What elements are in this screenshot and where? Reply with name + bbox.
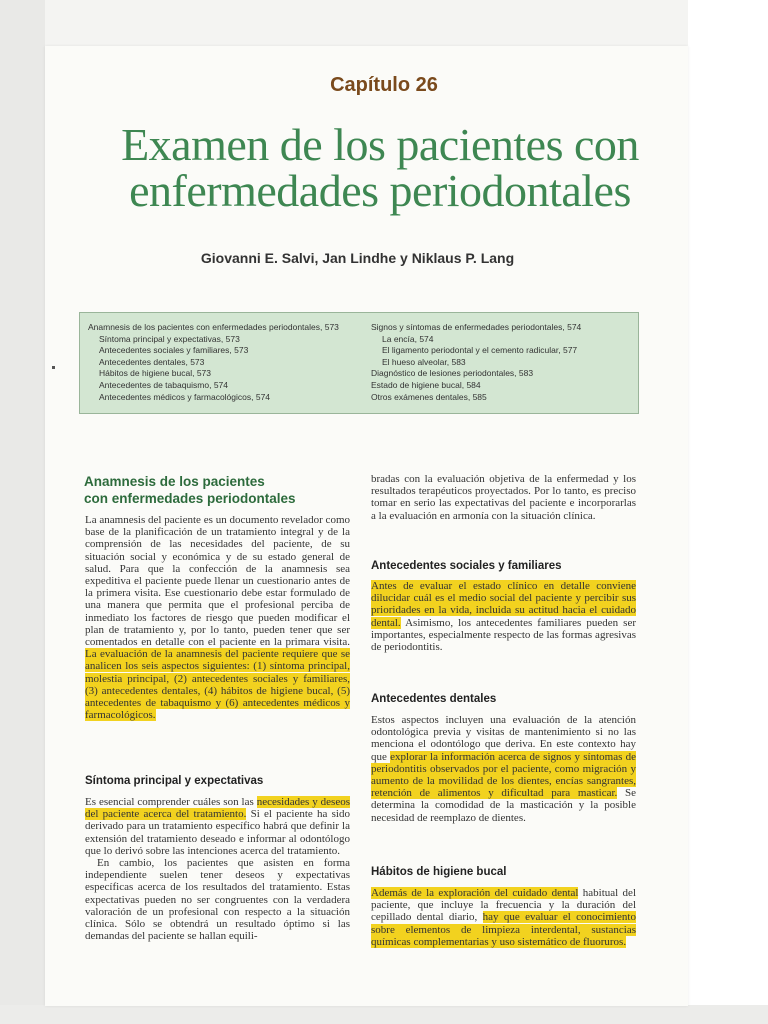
paragraph-text: Estos aspectos incluyen una evaluación de la atención odontológica previa y visitas de mantenimiento si no las menciona el odontólogo que deriva. En este contexto hay que [371,714,636,763]
background-bottom [0,1005,768,1024]
background-right [688,0,768,1024]
highlighted-text: necesidades y deseos del paciente acerca del tratamiento. [85,796,350,821]
highlighted-text: hay que evaluar el conocimiento sobre elementos de limpieza interdental, sustancias químicas complementarias y uso sistemático de fluoruros. [371,911,636,948]
subsection-title-sintoma: Síntoma principal y expectativas [85,775,264,787]
toc-item[interactable]: Estado de higiene bucal, 584 [371,379,481,390]
toc-item[interactable]: Signos y síntomas de enfermedades periodontales, 574 [371,322,582,332]
paragraph-text: En cambio, los pacientes que asisten en forma independiente suelen tener deseos y expectativas específicas acerca de los resultados del tratamiento. Estas expectativas pueden no ser congruentes con la verdadera valoración de un profesional con respecto a la situación clínica. Sólo se obtendrá un resultado óptimo si las demandas del paciente se hallan equili- [85,857,350,943]
toc-item[interactable]: El ligamento periodontal y el cemento radicular, 577 [382,345,578,356]
toc-item[interactable]: Antecedentes de tabaquismo, 574 [99,379,229,390]
toc-item[interactable]: La encía, 574 [382,333,434,344]
toc-column-left [88,322,339,403]
paragraph-anamnesis [85,514,350,721]
paragraph-text: bradas con la evaluación objetiva de la enfermedad y los resultados terapéuticos proyectados. Por lo tanto, es preciso tomar en serio las expectativas del paciente e incorporarlas a la evaluación en armonía con la situación clínica. [371,473,636,522]
paragraph-text: Si el paciente ha sido derivado para un tratamiento específico habrá que definir la extensión del tratamiento deseado e informar al odontólogo que lo derivó sobre las intenciones acerca del tratamiento. [85,808,350,857]
authors: Giovanni E. Salvi, Jan Lindhe y Niklaus P. Lang [200,250,515,266]
toc-item[interactable]: Síntoma principal y expectativas, 573 [99,333,240,344]
paragraph-continued [371,473,636,522]
toc-item[interactable]: Diagnóstico de lesiones periodontales, 583 [371,368,534,379]
paragraph-sintoma [85,796,350,942]
toc-item[interactable]: Hábitos de higiene bucal, 573 [99,368,211,379]
highlighted-text: La evaluación de la anamnesis del paciente requiere que se analicen los seis aspectos siguientes: (1) síntoma principal, molestia principal, (2) antecedentes sociales y familiares, (3) antecedentes dentales, (4) hábitos de higiene bucal, (5) antecedentes de tabaquismo y (6) antecedentes médicos y farmacológicos. [85,648,350,722]
section-title-anamnesis [84,473,364,507]
toc-item[interactable]: Antecedentes sociales y familiares, 573 [99,345,249,356]
table-of-contents [79,312,639,414]
margin-mark [52,366,55,369]
paragraph-text: habitual del paciente, que incluye la frecuencia y la duración del cepillado dental diario, [371,887,636,924]
paragraph-text: Se determina la comodidad de la masticación y la posible necesidad de reemplazo de dientes. [371,787,637,824]
toc-item[interactable]: El hueso alveolar, 583 [382,356,466,367]
title-line-1: Examen de los pacientes con [121,119,639,170]
highlighted-text: Antes de evaluar el estado clínico en detalle conviene dilucidar cuál es el medio social del paciente y percibir sus prioridades en la vida, incluida su actitud hacia el cuidado dental. [371,580,636,629]
paragraph-text: Asimismo, los antecedentes familiares pueden ser importantes, especialmente respecto de las formas agresivas de periodontitis. [371,616,636,654]
highlighted-text: Además de la exploración del cuidado dental [371,887,579,899]
paragraph-dentales [371,714,636,824]
subsection-title-dentales: Antecedentes dentales [371,693,497,705]
toc-item[interactable]: Antecedentes médicos y farmacológicos, 574 [99,391,271,402]
section-title-line: con enfermedades periodontales [84,491,296,506]
toc-item[interactable]: Antecedentes dentales, 573 [99,356,205,367]
toc-item[interactable]: Anamnesis de los pacientes con enfermedades periodontales, 573 [88,322,339,332]
section-title-line: Anamnesis de los pacientes [84,474,265,489]
toc-column-right [371,322,581,403]
title-line-2: enfermedades periodontales [129,165,631,216]
background-left [0,0,45,1024]
chapter-label: Capítulo 26 [330,74,438,96]
paragraph-sociales [371,580,636,653]
paragraph-higiene [371,887,636,948]
toc-item[interactable]: Otros exámenes dentales, 585 [371,391,487,402]
highlighted-text: explorar la información acerca de signos y síntomas de periodontitis observados por el paciente, como migración y aumento de la movilidad de los dientes, encías sangrantes, retención de alimentos y dificultad para masticar. [371,750,636,800]
paragraph-text: Es esencial comprender cuáles son las [85,796,257,808]
subsection-title-higiene: Hábitos de higiene bucal [371,866,507,878]
chapter-title [60,119,700,216]
subsection-title-sociales: Antecedentes sociales y familiares [371,560,562,572]
paragraph-text: La anamnesis del paciente es un documento revelador como base de la planificación de un tratamiento integral y de la comprensión de las necesidades del paciente, de su situación social y económica y de su estado general de salud. Para que la confección de la anamnesis sea expeditiva el paciente puede llenar un cuestionario antes de la primera visita. Ese cuestionario debe estar formulado de una manera que permita que el profesional perciba de inmediato los factores de riesgo que pueden modificar el plan de tratamiento y, por lo tanto, pueden tener que ser comentados en detalle con el paciente en la primara visita. [85,514,350,649]
